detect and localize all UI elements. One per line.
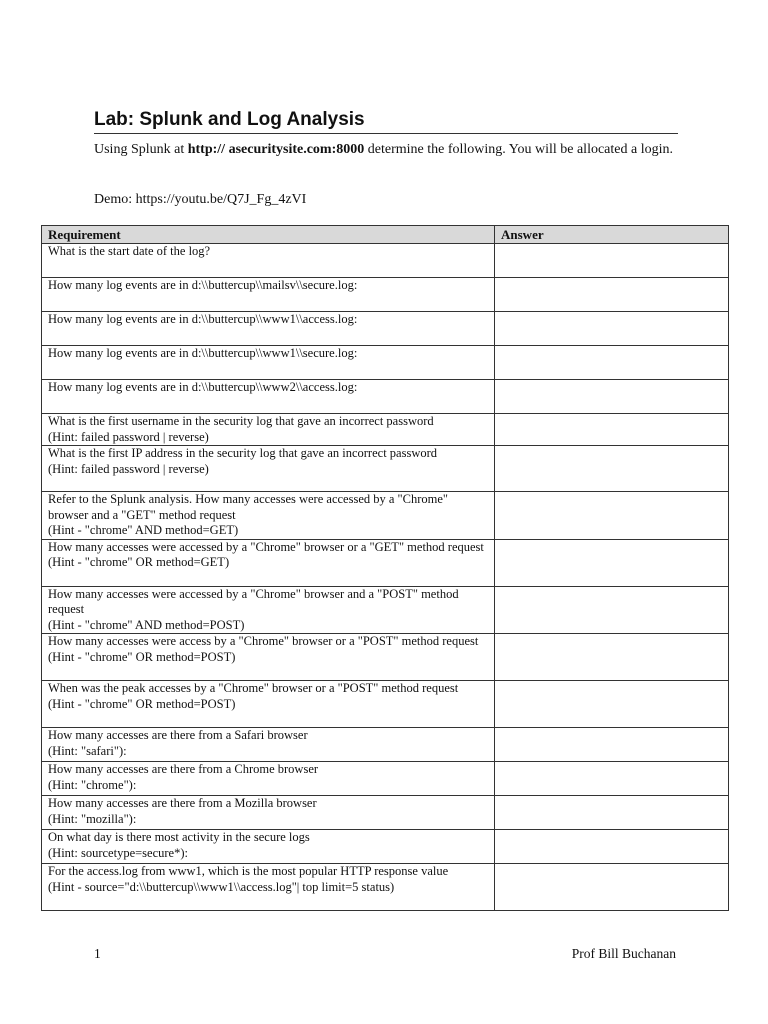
requirement-cell: For the access.log from www1, which is the most popular HTTP response value (Hint - source="d:\\buttercup\\www1\\access.log"| top limit=5 status) [42,864,495,911]
requirement-cell: How many accesses were accessed by a "Chrome" browser and a "POST" method request (Hint - "chrome" AND method=POST) [42,586,495,634]
requirement-cell: How many accesses were accessed by a "Chrome" browser or a "GET" method request (Hint - "chrome" OR method=GET) [42,539,495,586]
answer-cell[interactable] [495,539,729,586]
header-answer: Answer [495,226,729,244]
table-row [42,312,729,346]
requirement-cell: On what day is there most activity in the secure logs (Hint: sourcetype=secure*): [42,830,495,864]
answer-cell[interactable] [495,634,729,681]
answer-cell[interactable] [495,380,729,414]
requirement-cell: Refer to the Splunk analysis. How many accesses were accessed by a "Chrome" browser and a "GET" method request (Hint - "chrome" AND method=GET) [42,492,495,540]
table-row [42,586,729,634]
requirements-table [41,225,729,911]
answer-cell[interactable] [495,830,729,864]
table-row [42,380,729,414]
table-row [42,634,729,681]
table-row [42,681,729,728]
answer-cell[interactable] [495,681,729,728]
answer-cell[interactable] [495,446,729,492]
page-number: 1 [94,946,101,961]
table-row [42,346,729,380]
answer-cell[interactable] [495,346,729,380]
requirement-cell: What is the start date of the log? [42,244,495,278]
answer-cell[interactable] [495,864,729,911]
footer-author: Prof Bill Buchanan [571,946,676,961]
intro-prefix: Using Splunk at [94,142,188,157]
table-row [42,414,729,446]
requirement-cell: How many log events are in d:\\buttercup\\www1\\access.log: [42,312,495,346]
table-row [42,278,729,312]
requirement-cell: How many accesses are there from a Mozilla browser (Hint: "mozilla"): [42,796,495,830]
table-row [42,446,729,492]
intro-paragraph [94,142,680,158]
page-title: Lab: Splunk and Log Analysis [94,108,678,134]
requirement-cell: When was the peak accesses by a "Chrome" browser or a "POST" method request (Hint - "chrome" OR method=POST) [42,681,495,728]
answer-cell[interactable] [495,278,729,312]
answer-cell[interactable] [495,796,729,830]
splunk-url: http:// asecuritysite.com:8000 [187,142,365,157]
requirement-cell: How many accesses are there from a Safari browser (Hint: "safari"): [42,728,495,762]
table-row [42,762,729,796]
answer-cell[interactable] [495,728,729,762]
answer-cell[interactable] [495,492,729,540]
requirement-cell: What is the first IP address in the security log that gave an incorrect password (Hint: failed password | reverse) [42,446,495,492]
table-row [42,830,729,864]
header-requirement: Requirement [42,226,495,244]
requirement-cell: How many log events are in d:\\buttercup\\www2\\access.log: [42,380,495,414]
table-row [42,244,729,278]
requirement-cell: How many log events are in d:\\buttercup\\mailsv\\secure.log: [42,278,495,312]
table-row [42,728,729,762]
requirement-cell: What is the first username in the security log that gave an incorrect password (Hint: failed password | reverse) [42,414,495,446]
answer-cell[interactable] [495,244,729,278]
table-row [42,864,729,911]
requirement-cell: How many log events are in d:\\buttercup\\www1\\secure.log: [42,346,495,380]
answer-cell[interactable] [495,312,729,346]
answer-cell[interactable] [495,762,729,796]
table-row [42,539,729,586]
requirement-cell: How many accesses are there from a Chrome browser (Hint: "chrome"): [42,762,495,796]
table-row [42,492,729,540]
table-header-row [42,226,729,244]
requirement-cell: How many accesses were access by a "Chrome" browser or a "POST" method request (Hint - "chrome" OR method=POST) [42,634,495,681]
table-row [42,796,729,830]
demo-link: Demo: https://youtu.be/Q7J_Fg_4zVI [94,192,307,207]
answer-cell[interactable] [495,586,729,634]
intro-suffix: determine the following. You will be allocated a login. [364,142,673,157]
answer-cell[interactable] [495,414,729,446]
